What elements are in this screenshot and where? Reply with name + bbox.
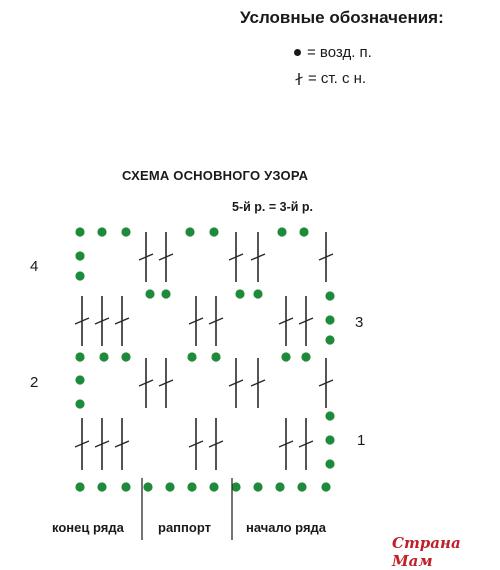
chain-stitch xyxy=(299,227,308,236)
chain-stitch xyxy=(301,352,310,361)
turning-chain xyxy=(75,251,84,260)
double-crochet-stitch xyxy=(115,296,129,346)
double-crochet-stitch xyxy=(209,296,223,346)
turning-chain xyxy=(325,411,334,420)
watermark-logo: Страна Мам xyxy=(392,534,461,570)
foundation-chain xyxy=(165,482,174,491)
row-number-4: 4 xyxy=(30,258,39,275)
double-crochet-stitch xyxy=(159,232,173,282)
chain-stitch xyxy=(99,352,108,361)
chain-stitch xyxy=(253,289,262,298)
foundation-chain xyxy=(253,482,262,491)
chain-stitch xyxy=(145,289,154,298)
chain-stitch xyxy=(185,227,194,236)
label-repeat: раппорт xyxy=(158,520,211,535)
label-row-end: конец ряда xyxy=(52,520,124,535)
double-crochet-stitch xyxy=(279,296,293,346)
double-crochet-stitch xyxy=(229,358,243,408)
chain-stitch xyxy=(161,289,170,298)
double-crochet-stitch xyxy=(299,418,313,470)
foundation-chain xyxy=(97,482,106,491)
foundation-chain xyxy=(321,482,330,491)
turning-chain xyxy=(75,271,84,280)
repeat-note: 5-й р. = 3-й р. xyxy=(232,200,314,214)
double-crochet-stitch xyxy=(189,296,203,346)
double-crochet-stitch xyxy=(95,418,109,470)
chain-stitch xyxy=(75,227,84,236)
chain-stitch xyxy=(235,289,244,298)
double-crochet-stitch xyxy=(75,418,89,470)
chain-stitch xyxy=(75,352,84,361)
chain-stitch xyxy=(281,352,290,361)
chain-stitch xyxy=(187,352,196,361)
scheme-title: СХЕМА ОСНОВНОГО УЗОРА xyxy=(122,168,309,183)
chain-stitch xyxy=(121,227,130,236)
row-number-3: 3 xyxy=(355,314,364,331)
chain-stitch xyxy=(209,227,218,236)
turning-chain xyxy=(325,459,334,468)
double-crochet-stitch xyxy=(319,232,333,282)
foundation-chain xyxy=(187,482,196,491)
turning-chain xyxy=(75,399,84,408)
foundation-chain xyxy=(275,482,284,491)
chain-stitch xyxy=(277,227,286,236)
label-row-start: начало ряда xyxy=(246,520,327,535)
double-crochet-stitch xyxy=(251,358,265,408)
double-crochet-stitch xyxy=(229,232,243,282)
double-crochet-stitch xyxy=(75,296,89,346)
turning-chain xyxy=(75,375,84,384)
legend-title: Условные обозначения: xyxy=(240,8,444,27)
chain-stitch xyxy=(97,227,106,236)
row-number-2: 2 xyxy=(30,374,39,391)
double-crochet-stitch xyxy=(251,232,265,282)
chain-stitch xyxy=(211,352,220,361)
turning-chain xyxy=(325,315,334,324)
double-crochet-stitch xyxy=(299,296,313,346)
double-crochet-stitch xyxy=(189,418,203,470)
turning-chain xyxy=(325,435,334,444)
foundation-chain xyxy=(75,482,84,491)
double-crochet-stitch xyxy=(319,358,333,408)
foundation-chain xyxy=(297,482,306,491)
foundation-chain xyxy=(143,482,152,491)
foundation-chain xyxy=(231,482,240,491)
turning-chain xyxy=(325,335,334,344)
legend-item-chain-text: = возд. п. xyxy=(307,44,372,61)
double-crochet-stitch xyxy=(139,358,153,408)
double-crochet-stitch xyxy=(279,418,293,470)
legend-item-dc-text: = ст. с н. xyxy=(308,70,367,87)
double-crochet-stitch xyxy=(95,296,109,346)
double-crochet-stitch xyxy=(139,232,153,282)
double-crochet-stitch xyxy=(115,418,129,470)
double-crochet-stitch xyxy=(209,418,223,470)
foundation-chain xyxy=(121,482,130,491)
double-crochet-stitch xyxy=(159,358,173,408)
foundation-chain xyxy=(209,482,218,491)
row-number-1: 1 xyxy=(357,432,366,449)
turning-chain xyxy=(325,291,334,300)
chain-stitch xyxy=(121,352,130,361)
